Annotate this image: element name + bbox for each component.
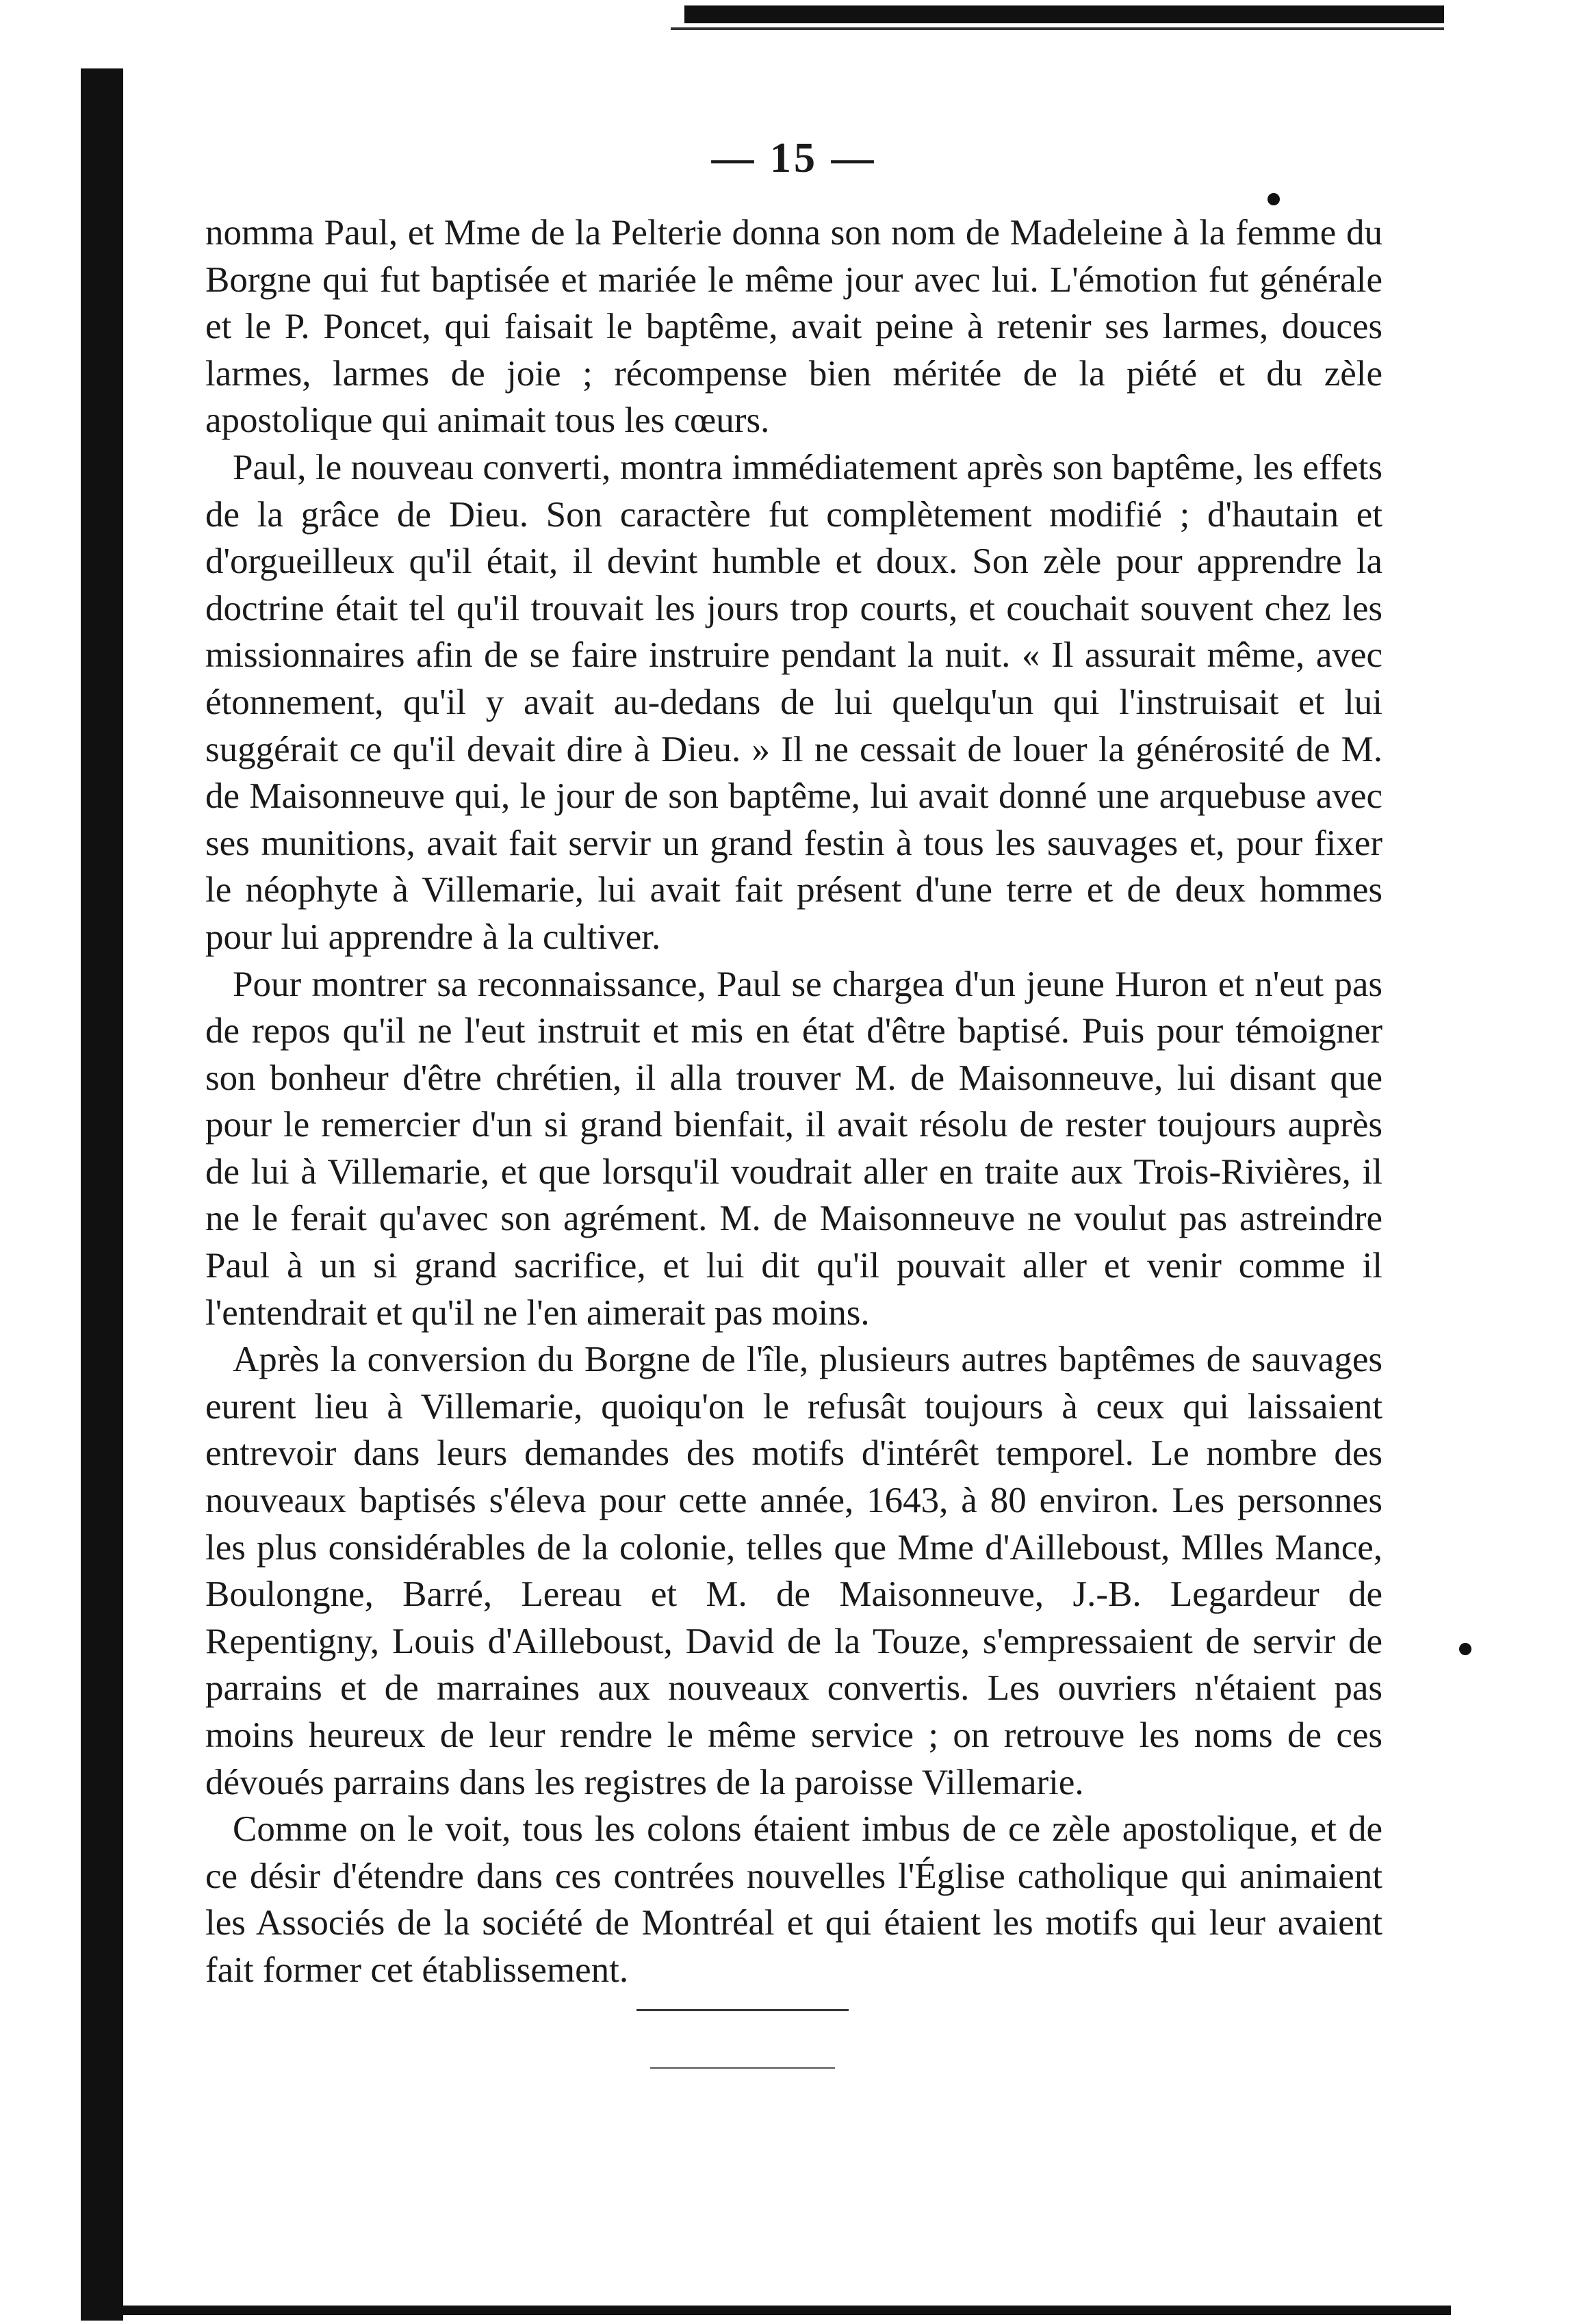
paragraph: Après la conversion du Borgne de l'île, plusieurs autres baptêmes de sauvages eurent lieu à Villemarie, quoiqu'on le refusât toujours à ceux qui laissaient entrevoir dans leurs demandes des motifs d'intérêt temporel. Le nombre des nouveaux baptisés s'éleva pour cette année, 1643, à 80 environ. Les personnes les plus considérables de la colonie, telles que Mme d'Ailleboust, Mlles Mance, Boulongne, Barré, Lereau et M. de Maisonneuve, J.-B. Legardeur de Repentigny, Louis d'Ailleboust, David de la Touze, s'empressaient de servir de parrains et de marraines aux nouveaux convertis. Les ouvriers n'étaient pas moins heureux de leur rendre le même service ; on retrouve les noms de ces dévoués parrains dans les registres de la paroisse Villemarie. (205, 1340, 1382, 1802)
paragraph: Pour montrer sa reconnaissance, Paul se chargea d'un jeune Huron et n'eut pas de repos qu'il ne l'eut instruit et mis en état d'être baptisé. Puis pour témoigner son bonheur d'être chrétien, il alla trouver M. de Maisonneuve, lui disant que pour le remercier d'un si grand bienfait, il avait résolu de rester toujours auprès de lui à Villemarie, et que lorsqu'il voudrait aller en traite aux Trois-Rivières, il ne le ferait qu'avec son agrément. M. de Maisonneuve ne voulut pas astreindre Paul à un si grand sacrifice, et lui dit qu'il pouvait aller et venir comme il l'entendrait et qu'il ne l'en aimerait pas moins. (205, 964, 1382, 1333)
scan-speck (1459, 1643, 1471, 1655)
scan-border-top-thin (671, 27, 1444, 30)
scan-border-bottom (82, 2306, 1451, 2315)
paragraph: Comme on le voit, tous les colons étaient imbus de ce zèle apostolique, et de ce désir d'étendre dans ces contrées nouvelles l'Église catholique qui animaient les Associés de la société de Montréal et qui étaient les motifs qui leur avaient fait former cet établissement. (205, 1809, 1382, 1990)
scan-border-left (81, 68, 123, 2321)
scan-border-top (684, 5, 1444, 23)
document-page (205, 137, 1382, 1994)
paragraph: Paul, le nouveau converti, montra immédiatement après son baptême, les effets de la grâce de Dieu. Son caractère fut complètement modifié ; d'hautain et d'orgueilleux qu'il était, il devint humble et doux. Son zèle pour apprendre la doctrine était tel qu'il trouvait les jours trop courts, et couchait souvent chez les missionnaires afin de se faire instruire pendant la nuit. « Il assurait même, avec étonnement, qu'il y avait au-dedans de lui quelqu'un qui l'instruisait et lui suggérait ce qu'il devait dire à Dieu. » Il ne cessait de louer la générosité de M. de Maisonneuve qui, le jour de son baptême, lui avait donné une arquebuse avec ses munitions, avait fait servir un grand festin à tous les sauvages et, pour fixer le néophyte à Villemarie, lui avait fait présent d'une terre et de deux hommes pour lui apprendre à la cultiver. (205, 447, 1382, 957)
paragraph: nomma Paul, et Mme de la Pelterie donna son nom de Madeleine à la femme du Borgne qui fut baptisée et mariée le même jour avec lui. L'émotion fut générale et le P. Poncet, qui faisait le baptême, avait peine à retenir ses larmes, douces larmes, larmes de joie ; récompense bien méritée de la piété et du zèle apostolique qui animait tous les cœurs. (205, 213, 1382, 441)
end-rule (636, 2009, 849, 2011)
end-rule (650, 2067, 835, 2069)
page-number: — 15 — (711, 135, 877, 181)
